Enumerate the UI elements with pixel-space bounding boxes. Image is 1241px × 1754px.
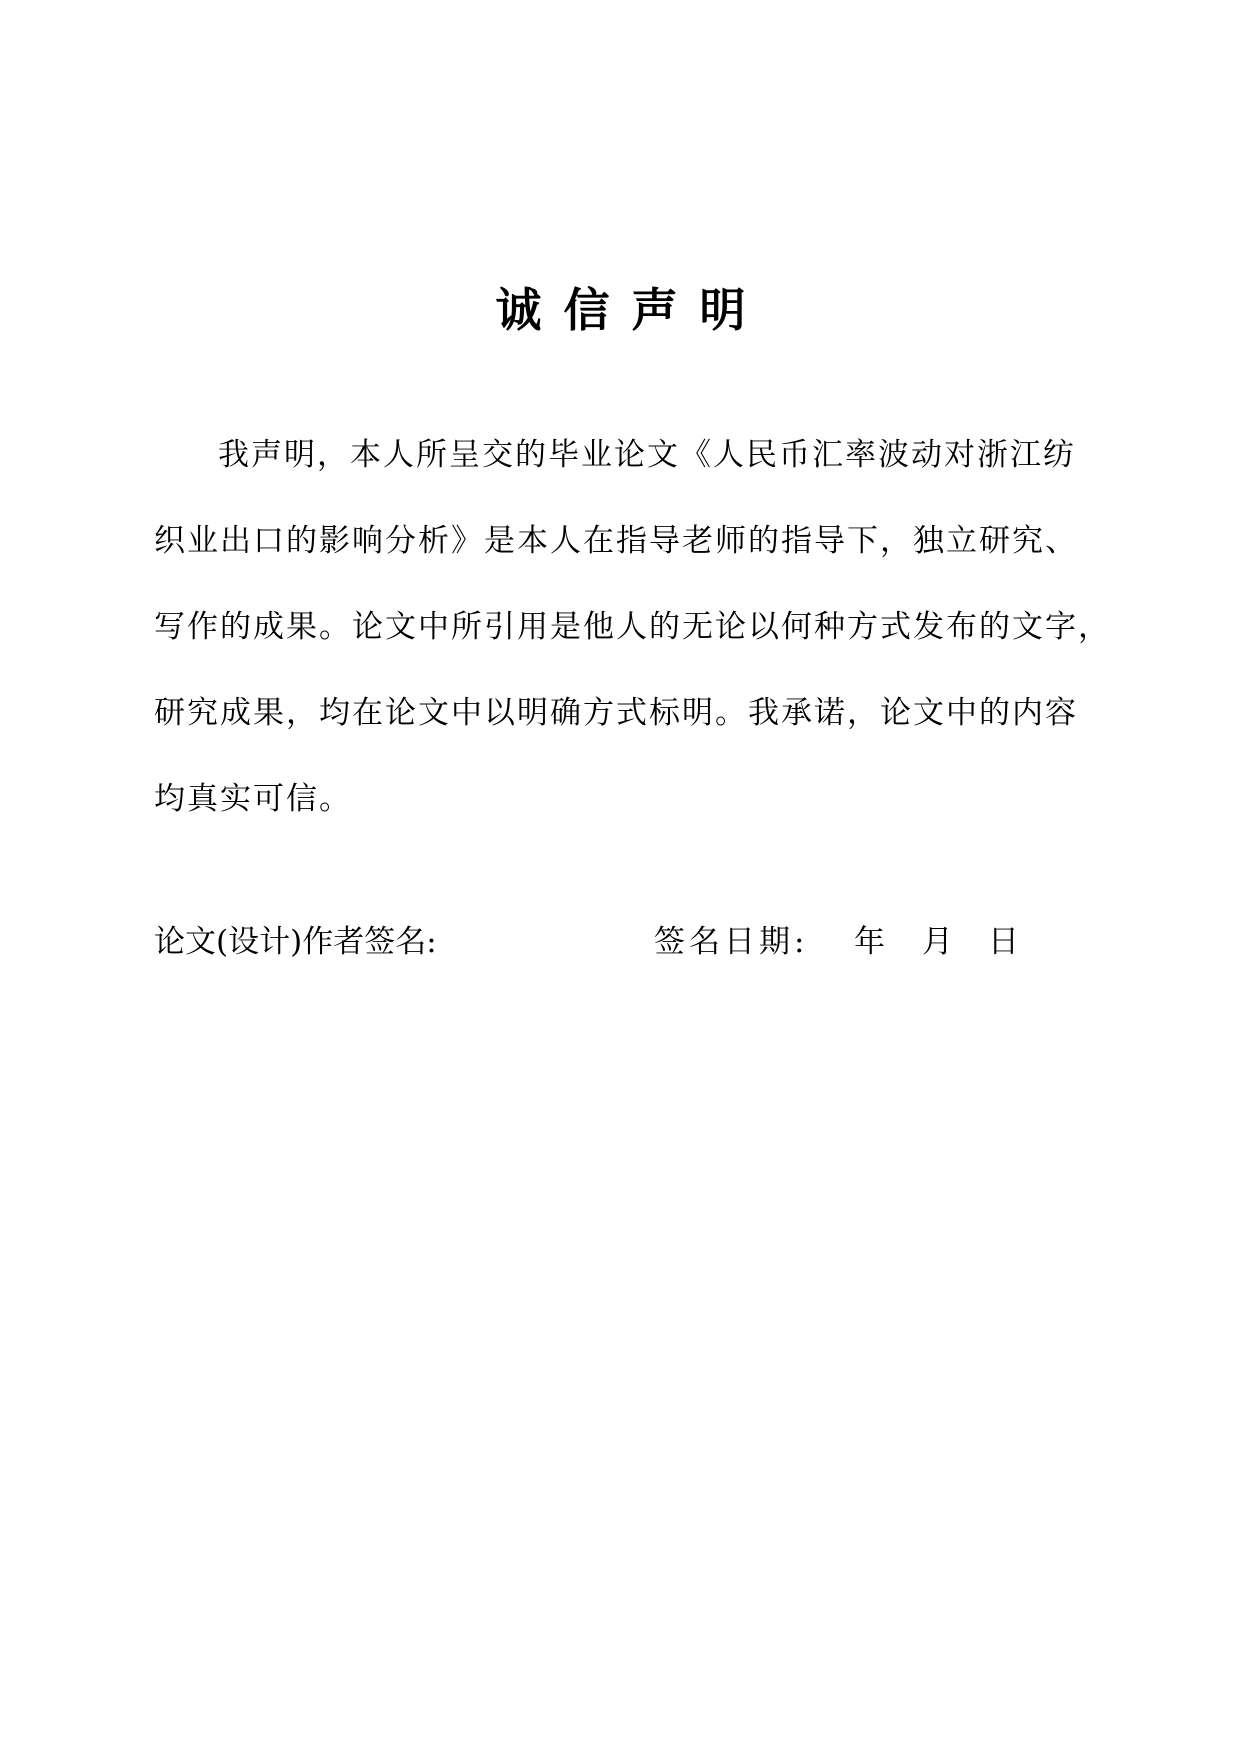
- declaration-line-4: 研究成果，均在论文中以明确方式标明。我承诺，论文中的内容: [154, 695, 1078, 731]
- page-title: 诚信声明: [495, 283, 768, 337]
- signature-date-label: 签名日期:: [654, 924, 809, 960]
- declaration-line-1: 我声明，本人所呈交的毕业论文《人民币汇率波动对浙江纺: [218, 437, 1076, 473]
- declaration-line-2: 织业出口的影响分析》是本人在指导老师的指导下，独立研究、: [154, 523, 1078, 559]
- date-month-label: 月: [922, 924, 953, 960]
- signature-row: [154, 912, 1084, 972]
- declaration-line-3: 写作的成果。论文中所引用是他人的无论以何种方式发布的文字，: [154, 609, 1111, 645]
- declaration-line-5: 均真实可信。: [154, 781, 352, 817]
- date-year-label: 年: [854, 924, 885, 960]
- date-day-label: 日: [988, 924, 1019, 960]
- declaration-body: [154, 412, 1111, 842]
- author-signature-label: 论文(设计)作者签名:: [154, 924, 437, 960]
